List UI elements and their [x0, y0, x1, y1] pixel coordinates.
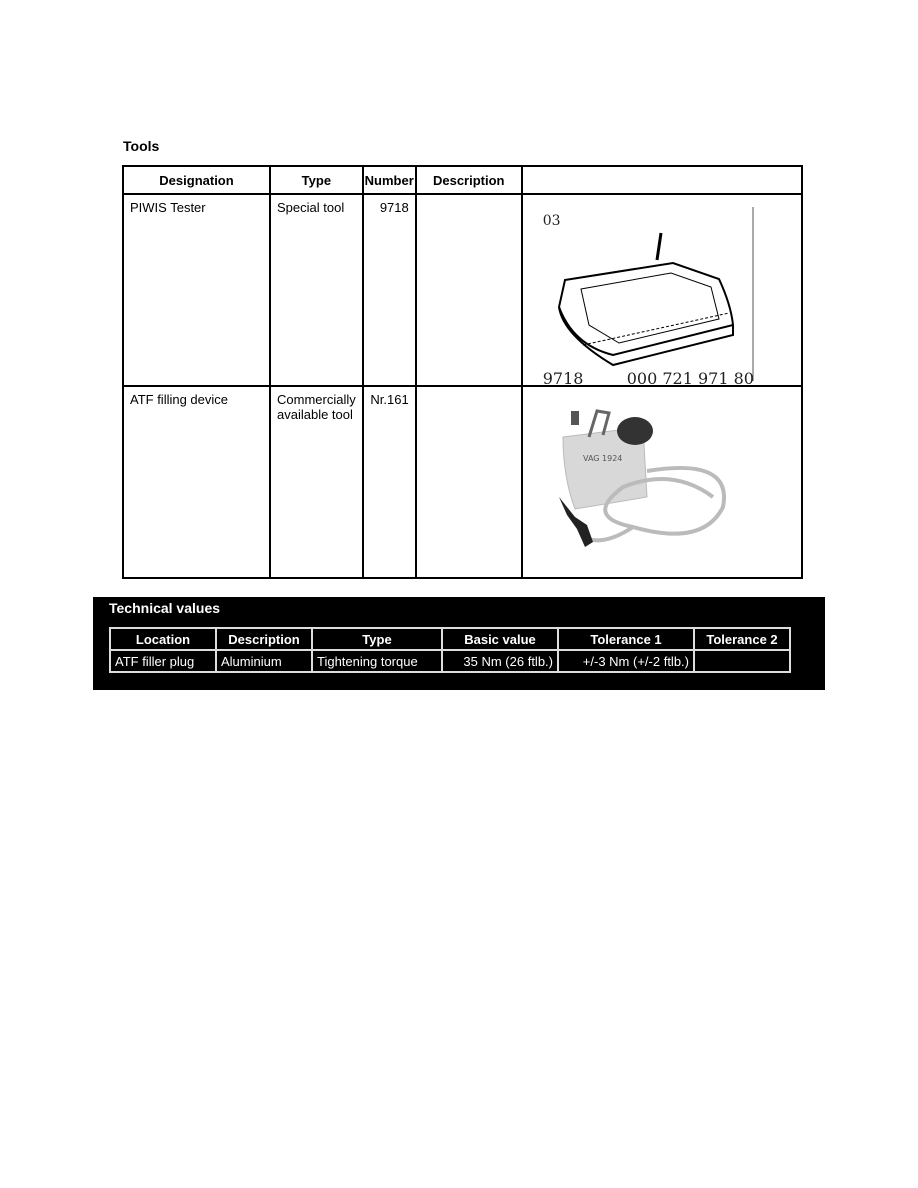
cell-basic-value: 35 Nm (26 ftlb.)	[442, 650, 558, 672]
cell-description: Aluminium	[216, 650, 312, 672]
cell-type: Special tool	[270, 194, 363, 386]
technical-values-table	[109, 627, 791, 673]
cell-type: Tightening torque	[312, 650, 442, 672]
header-type: Type	[270, 166, 363, 194]
cell-image	[522, 386, 802, 578]
cell-tolerance-1: +/-3 Nm (+/-2 ftlb.)	[558, 650, 694, 672]
cell-tolerance-2	[694, 650, 790, 672]
atf-filling-device-photo	[523, 387, 801, 577]
cell-number: Nr.161	[363, 386, 416, 578]
header-image	[522, 166, 802, 194]
header-type: Type	[312, 628, 442, 650]
cell-description	[416, 386, 522, 578]
tools-header-row	[123, 166, 802, 194]
cell-number: 9718	[363, 194, 416, 386]
piwis-tester-illustration	[523, 195, 801, 388]
header-basic-value: Basic value	[442, 628, 558, 650]
header-number: Number	[363, 166, 416, 194]
tools-heading: Tools	[123, 138, 160, 154]
cell-designation: ATF filling device	[123, 386, 270, 578]
cell-image	[522, 194, 802, 386]
tv-header-row	[110, 628, 790, 650]
header-tolerance-1: Tolerance 1	[558, 628, 694, 650]
table-row	[123, 386, 802, 578]
cell-type: Commercially available tool	[270, 386, 363, 578]
table-row	[110, 650, 790, 672]
cell-designation: PIWIS Tester	[123, 194, 270, 386]
device-label: VAG 1924	[582, 454, 623, 463]
header-location: Location	[110, 628, 216, 650]
image-label-top: 03	[542, 213, 561, 229]
tools-table	[122, 165, 803, 579]
image-label-right: 000 721 971 80	[626, 369, 754, 388]
header-designation: Designation	[123, 166, 270, 194]
cell-location: ATF filler plug	[110, 650, 216, 672]
header-tolerance-2: Tolerance 2	[694, 628, 790, 650]
header-description: Description	[416, 166, 522, 194]
table-row	[123, 194, 802, 386]
technical-values-panel	[93, 597, 825, 690]
technical-values-heading: Technical values	[109, 600, 221, 616]
image-label-left: 9718	[542, 369, 584, 388]
header-description: Description	[216, 628, 312, 650]
atf-filling-device-icon	[523, 387, 765, 577]
cell-description	[416, 194, 522, 386]
